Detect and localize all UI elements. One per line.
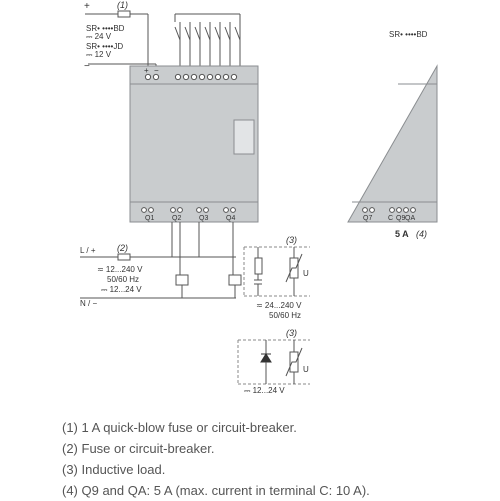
input-switches [175, 14, 240, 70]
side-model-label: SR• ••••BD [389, 30, 428, 39]
inductive-ac-range: ≂ 24...240 V [256, 301, 302, 310]
inductive-dc-ref: (3) [286, 328, 297, 338]
output-q7-label: Q7 [363, 215, 373, 222]
output-q4-label: Q4 [226, 215, 236, 222]
inductive-ac-freq: 50/60 Hz [269, 311, 302, 320]
volt-24v-label: ⎓ 24 V [86, 32, 112, 41]
side-current-ref: (4) [416, 229, 427, 239]
terminal-minus-label: − [154, 66, 159, 75]
footnotes [62, 417, 492, 501]
diode-icon [261, 354, 271, 362]
fuse-2-icon [118, 254, 130, 260]
inductive-ac-circuit [244, 247, 310, 296]
output-qa-label: QA [405, 215, 416, 222]
load-dc-range: ⎓ 12...24 V [101, 285, 142, 294]
plc-module [130, 66, 258, 222]
footnote-4: (4) Q9 and QA: 5 A (max. current in terminal C: 10 A). [62, 483, 370, 498]
fuse-1-ref: (1) [117, 0, 128, 10]
output-q3-label: Q3 [199, 215, 209, 222]
model-12v-label: SR• ••••JD [86, 42, 124, 51]
varistor-dc-label: U [303, 365, 309, 374]
output-c-label: C [388, 215, 394, 222]
load-ac-range: ≂ 12...240 V [97, 265, 143, 274]
output-q1-label: Q1 [145, 215, 155, 222]
inductive-dc-range: ⎓ 12...24 V [244, 386, 285, 395]
varistor-ac-label: U [303, 269, 309, 278]
footnote-1: (1) 1 A quick-blow fuse or circuit-breaker. [62, 420, 297, 435]
line-label: L / + [80, 246, 96, 255]
output-q9-label: Q9 [396, 215, 406, 222]
footnote-3: (3) Inductive load. [62, 462, 166, 477]
inductive-ac-ref: (3) [286, 235, 297, 245]
fuse-2-ref: (2) [117, 243, 128, 253]
terminal-plus-label: + [144, 66, 149, 75]
output-q2-label: Q2 [172, 215, 182, 222]
dc-plus-label: + [84, 1, 90, 12]
rc-resistor-icon [255, 258, 262, 274]
load-2-icon [229, 275, 241, 285]
footnote-2: (2) Fuse or circuit-breaker. [62, 441, 215, 456]
load-1-icon [176, 275, 188, 285]
side-current-label: 5 A [395, 229, 409, 239]
neutral-label: N / − [80, 299, 98, 308]
model-24v-label: SR• ••••BD [86, 24, 125, 33]
display-window [234, 120, 254, 154]
volt-12v-label: ⎓ 12 V [86, 50, 112, 59]
module-side-view [348, 66, 437, 222]
inductive-dc-circuit [238, 340, 310, 384]
dc-minus-label: − [84, 61, 90, 72]
fuse-1-icon [118, 11, 130, 17]
load-ac-freq: 50/60 Hz [107, 275, 140, 284]
